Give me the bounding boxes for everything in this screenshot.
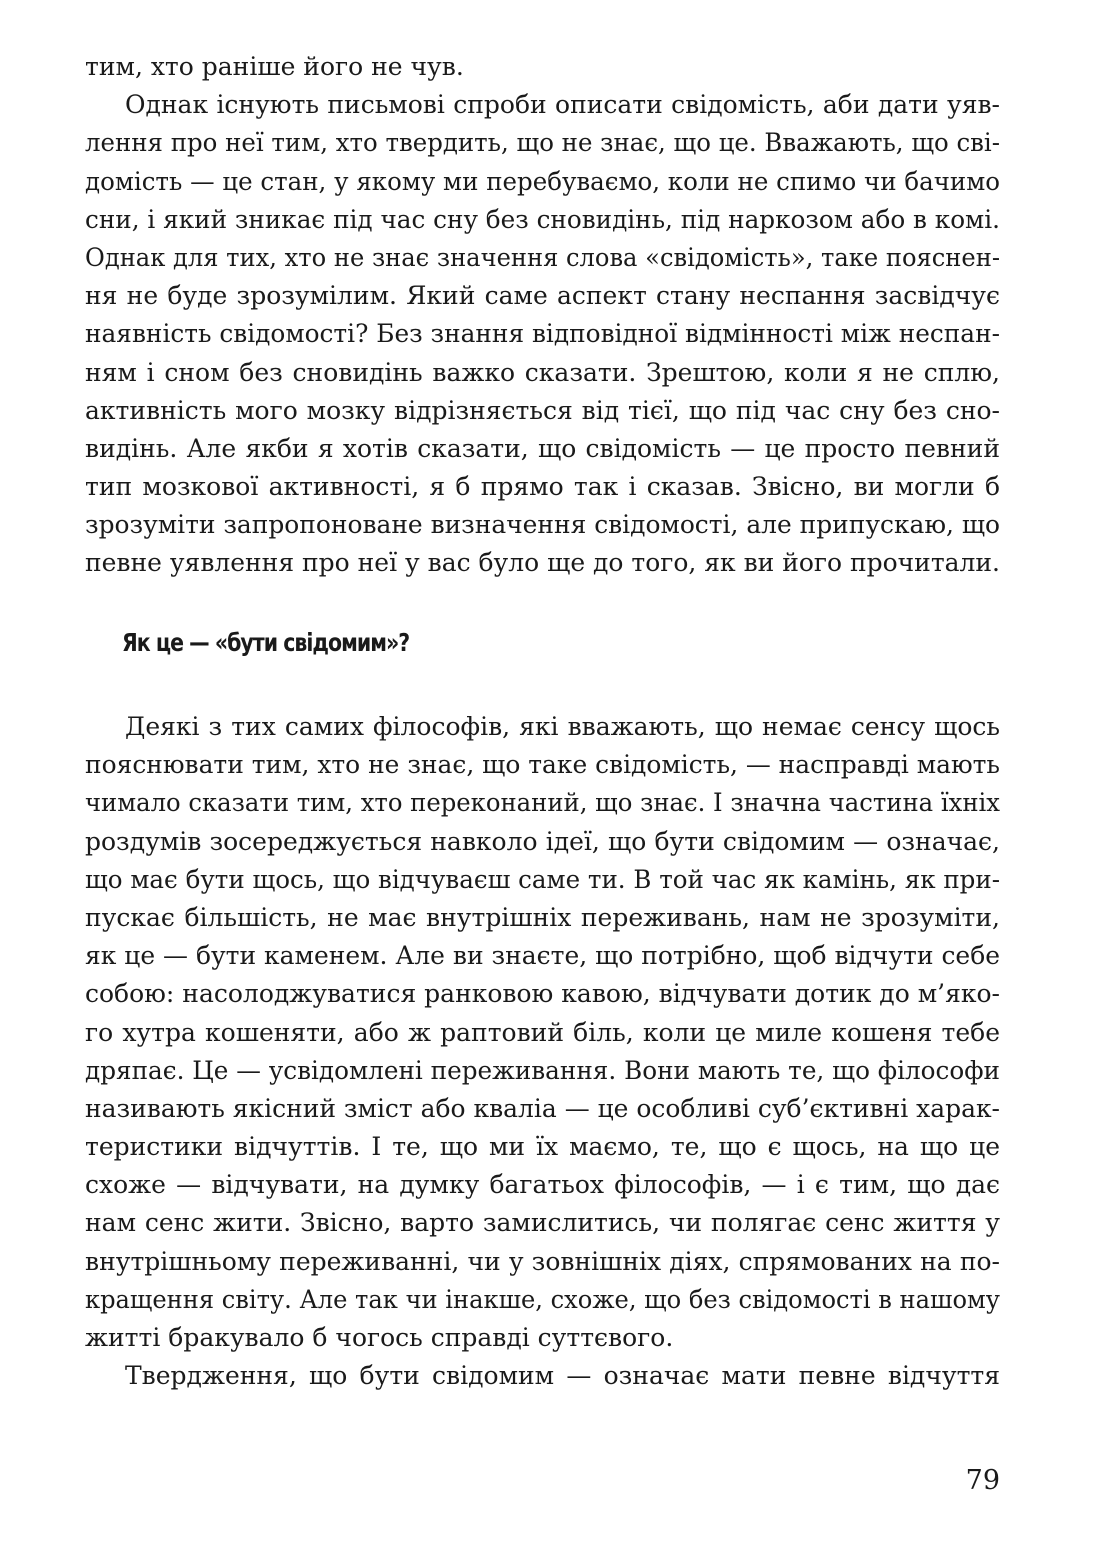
text-section-1 bbox=[85, 48, 1000, 583]
text-line: Деякі з тих самих філософів, які вважають, що немає сенсу щось bbox=[125, 712, 1000, 741]
text-line: тип мозкової активності, я б прямо так і сказав. Звісно, ви могли б bbox=[85, 472, 1000, 502]
text-line: чимало сказати тим, хто переконаний, що знає. І значна частина їхніх bbox=[85, 788, 1000, 818]
text-line: називають якісний зміст або кваліа — це особливі суб’єктивні харак- bbox=[85, 1093, 1000, 1123]
section-heading: Як це — «бути свідомим»? bbox=[122, 628, 410, 657]
text-line: роздумів зосереджується навколо ідеї, що бути свідомим — означає, bbox=[85, 826, 1000, 856]
text-line: певне уявлення про неї у вас було ще до того, як ви його прочитали. bbox=[85, 548, 1000, 578]
page-number: 79 bbox=[965, 1465, 1000, 1496]
text-line: внутрішньому переживанні, чи у зовнішніх діях, спрямованих на по- bbox=[85, 1246, 1000, 1276]
text-line: як це — бути каменем. Але ви знаєте, що потрібно, щоб відчути себе bbox=[85, 941, 1000, 971]
text-line: зрозуміти запропоноване визначення свідомості, але припускаю, що bbox=[85, 510, 1000, 540]
text-line: Однак існують письмові спроби описати свідомість, аби дати уяв- bbox=[125, 90, 1000, 120]
text-line: житті бракувало б чогось справді суттєвого. bbox=[85, 1323, 674, 1352]
text-line: активність мого мозку відрізняється від тієї, що під час сну без сно- bbox=[85, 395, 1000, 425]
text-line: Твердження, що бути свідомим — означає мати певне відчуття bbox=[125, 1361, 1000, 1391]
text-line: наявність свідомості? Без знання відповідної відмінності між неспан- bbox=[85, 319, 1000, 349]
text-line: сни, і який зникає під час сну без сновидінь, під наркозом або в комі. bbox=[85, 204, 1000, 234]
text-line: кращення світу. Але так чи інакше, схоже, що без свідомості в нашому bbox=[85, 1284, 1000, 1314]
text-line: схоже — відчувати, на думку багатьох філософів, — і є тим, що дає bbox=[85, 1170, 1000, 1200]
text-line: го хутра кошеняти, або ж раптовий біль, коли це миле кошеня тебе bbox=[85, 1017, 1000, 1047]
text-line: ня не буде зрозумілим. Який саме аспект стану неспання засвідчує bbox=[85, 281, 1000, 311]
text-line: нам сенс жити. Звісно, варто замислитись, чи полягає сенс життя у bbox=[85, 1208, 1000, 1238]
text-line: що має бути щось, що відчуваєш саме ти. В той час як камінь, як при- bbox=[85, 864, 1000, 894]
text-line: собою: насолоджуватися ранковою кавою, відчувати дотик до м’яко- bbox=[85, 979, 1000, 1009]
text-line: пояснювати тим, хто не знає, що таке свідомість, — насправді мають bbox=[85, 750, 1000, 780]
text-line: домість — це стан, у якому ми перебуваємо, коли не спимо чи бачимо bbox=[85, 166, 1000, 196]
text-section-2 bbox=[85, 708, 1000, 1395]
text-line: видінь. Але якби я хотів сказати, що свідомість — це просто певний bbox=[85, 433, 1000, 463]
text-line: ням і сном без сновидінь важко сказати. Зрештою, коли я не сплю, bbox=[85, 357, 1000, 387]
text-line: пускає більшість, не має внутрішніх переживань, нам не зрозуміти, bbox=[85, 902, 1000, 932]
text-line: Однак для тих, хто не знає значення слова «свідомість», таке пояснен- bbox=[85, 242, 1000, 272]
text-line: теристики відчуттів. І те, що ми їх маємо, те, що є щось, на що це bbox=[85, 1132, 1000, 1162]
text-line: тим, хто раніше його не чув. bbox=[85, 52, 464, 81]
text-line: лення про неї тим, хто твердить, що не знає, що це. Вважають, що сві- bbox=[85, 128, 1000, 158]
text-line: дряпає. Це — усвідомлені переживання. Вони мають те, що філософи bbox=[85, 1055, 1000, 1085]
